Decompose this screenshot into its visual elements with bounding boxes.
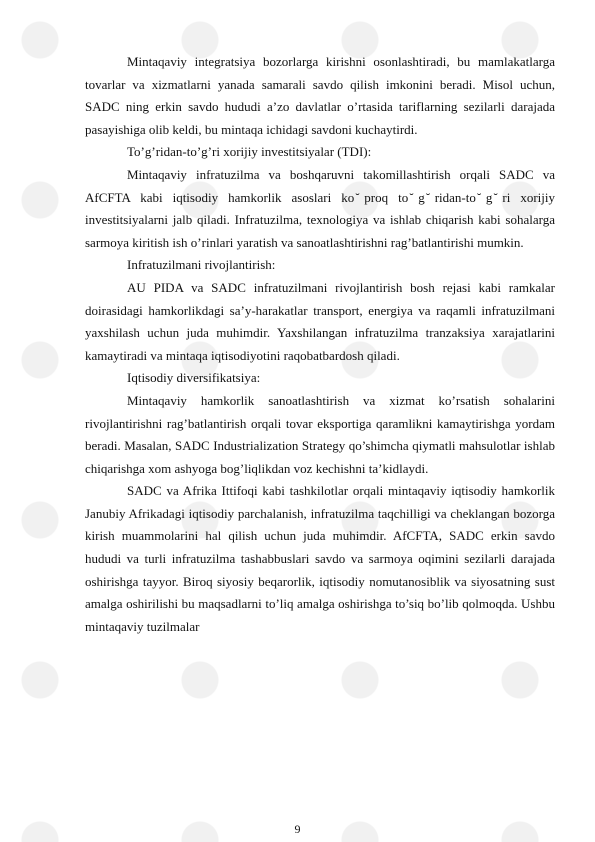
paragraph-diversification: Mintaqaviy hamkorlik sanoatlashtirish va xizmat ko’rsatish sohalarini rivojlantirishni rag’batlantirish orqali tovar eksportiga qaramlikni kamaytirishga yordam beradi. Masalan, SADC Industrialization Strategy qo’shimcha qiymatli mahsulotlar ishlab chiqarishga xom ashyoga bog’liqlikdan voz kechishni ta’kidlaydi. <box>85 392 555 476</box>
heading-diversification: Iqtisodiy diversifikatsiya: <box>127 370 261 386</box>
heading-infrastructure: Infratuzilmani rivojlantirish: <box>127 257 276 273</box>
page-number: 9 <box>294 822 301 836</box>
paragraph-fdi: Mintaqaviy infratuzilma va boshqaruvni takomillashtirish orqali SADC va AfCFTA kabi iqtisodiy hamkorlik asoslari ko ̆proq to ̆g ̆ridan-to ̆g ̆ri xorijiy investitsiyalarni jalb qiladi. Infratuzilma, texnologiya va ishlab chiqarish kabi sohalarga sarmoya kiritish ish o’rinlari yaratish va sanoatlashtirishni rag’batlantirishi mumkin. <box>85 166 555 250</box>
document-body <box>85 51 555 638</box>
paragraph-infrastructure: AU PIDA va SADC infratuzilmani rivojlantirish bosh rejasi kabi ramkalar doirasidagi hamkorlikdagi sa’y-harakatlar transport, energiya va raqamli infratuzilmani yaxshilash uchun juda muhimdir. Yaxshilangan infratuzilma tranzaksiya xarajatlarini kamaytiradi va mintaqa iqtisodiyotini raqobatbardosh qiladi. <box>85 279 555 363</box>
paragraph-market-access: Mintaqaviy integratsiya bozorlarga kirishni osonlashtiradi, bu mamlakatlarga tovarlar va xizmatlarni yanada samarali savdo qilish imkonini beradi. Misol uchun, SADC ning erkin savdo hududi a’zo davlatlar o’rtasida tariflarning sezilarli darajada pasayishiga olib keldi, bu mintaqa ichidagi savdoni kuchaytirdi. <box>85 54 555 137</box>
heading-fdi: To’g’ridan-to’g’ri xorijiy investitsiyalar (TDI): <box>127 144 372 160</box>
paragraph-conclusion: SADC va Afrika Ittifoqi kabi tashkilotlar orqali mintaqaviy iqtisodiy hamkorlik Janubiy Afrikadagi iqtisodiy parchalanish, infratuzilma taqchilligi va cheklangan bozorga kirish muammolarini hal qilish uchun juda muhimdir. AfCFTA, SADC erkin savdo hududi va turli infratuzilma tashabbuslari savdo va sarmoya oqimini sezilarli darajada oshirishga tayyor. Biroq siyosiy beqarorlik, iqtisodiy nomutanosiblik va siyosatning sust amalga oshirilishi bu maqsadlarni to’liq amalga oshirishga to’siq bo’lib qolmoqda. Ushbu mintaqaviy tuzilmalar <box>85 483 555 634</box>
